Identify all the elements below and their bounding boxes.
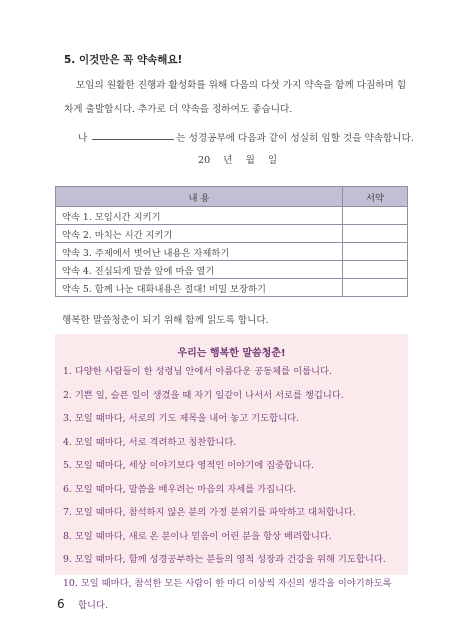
table-row — [56, 261, 408, 279]
sign-column-header: 서약 — [343, 187, 408, 207]
list-item: 5. 모일 때마다, 세상 이야기보다 영적인 이야기에 집중합니다. — [63, 460, 315, 471]
list-item — [63, 572, 403, 618]
table-row — [56, 207, 408, 225]
creed-list — [63, 360, 403, 617]
sign-cell — [343, 243, 408, 261]
page-number: 6 — [57, 597, 65, 611]
table-row — [56, 225, 408, 243]
pledge-prefix: 나 — [78, 133, 88, 144]
list-item: 7. 모일 때마다, 참석하지 않은 분의 가정 분위기를 파악하고 대처합니다. — [63, 507, 356, 518]
table-row — [56, 279, 408, 297]
list-item-line: 10. 모일 때마다, 참석한 모든 사람이 한 마디 이상씩 자신의 생각을 이야기하도록 — [63, 577, 392, 589]
list-item-continuation: 합니다. — [78, 600, 108, 611]
list-item: 3. 모일 때마다, 서로의 기도 제목을 내어 놓고 기도합니다. — [63, 413, 300, 424]
sign-cell — [343, 279, 408, 297]
promise-table — [55, 186, 408, 297]
intro-paragraph — [64, 74, 414, 122]
table-row — [56, 243, 408, 261]
creed-title: 우리는 행복한 말씀청춘! — [177, 348, 286, 359]
pledge-date: 20 년 월 일 — [198, 155, 278, 166]
list-item: 2. 기쁜 일, 슬픈 일이 생겼을 때 자기 일같이 나서서 서로를 챙깁니다. — [63, 389, 344, 401]
list-item: 9. 모일 때마다, 함께 성경공부하는 분들의 영적 성장과 건강을 위해 기도합니다. — [63, 554, 386, 565]
table-header-row — [56, 187, 408, 207]
content-column-header: 내 용 — [56, 187, 343, 207]
sign-cell — [343, 225, 408, 243]
name-blank — [92, 131, 174, 140]
list-item: 8. 모일 때마다, 새로 온 분이나 믿음이 어린 분을 항상 배려합니다. — [63, 530, 332, 542]
list-item: 6. 모일 때마다, 말씀을 배우려는 마음의 자세를 가집니다. — [63, 483, 297, 495]
promise-cell: 약속 3. 주제에서 벗어난 내용은 자제하기 — [56, 243, 343, 261]
creed-box — [55, 334, 408, 611]
promise-cell: 약속 1. 모임시간 지키기 — [56, 207, 343, 225]
promise-cell: 약속 2. 마치는 시간 지키기 — [56, 225, 343, 243]
pledge-suffix: 는 성경공부에 다음과 같이 성실히 임할 것을 약속합니다. — [176, 133, 414, 144]
list-item: 1. 다양한 사람들이 한 성령님 안에서 아름다운 공동체를 이룹니다. — [63, 366, 332, 377]
pledge-line — [78, 130, 414, 144]
promise-cell: 약속 5. 함께 나눈 대화내용은 절대! 비밀 보장하기 — [56, 279, 343, 297]
section-heading: 5. 이것만은 꼭 약속해요! — [64, 54, 183, 66]
sign-cell — [343, 207, 408, 225]
promise-cell: 약속 4. 진심되게 말씀 앞에 마음 열기 — [56, 261, 343, 279]
closing-text: 행복한 말씀청춘이 되기 위해 함께 읽도록 합니다. — [62, 315, 269, 326]
list-item: 4. 모일 때마다, 서로 격려하고 칭찬합니다. — [63, 436, 237, 448]
intro-text: 모임의 원활한 진행과 활성화를 위해 다음의 다섯 가지 약속을 함께 다짐하며 힘차게 출발합시다. 추가로 더 약속을 정하여도 좋습니다. — [64, 80, 407, 115]
sign-cell — [343, 261, 408, 279]
